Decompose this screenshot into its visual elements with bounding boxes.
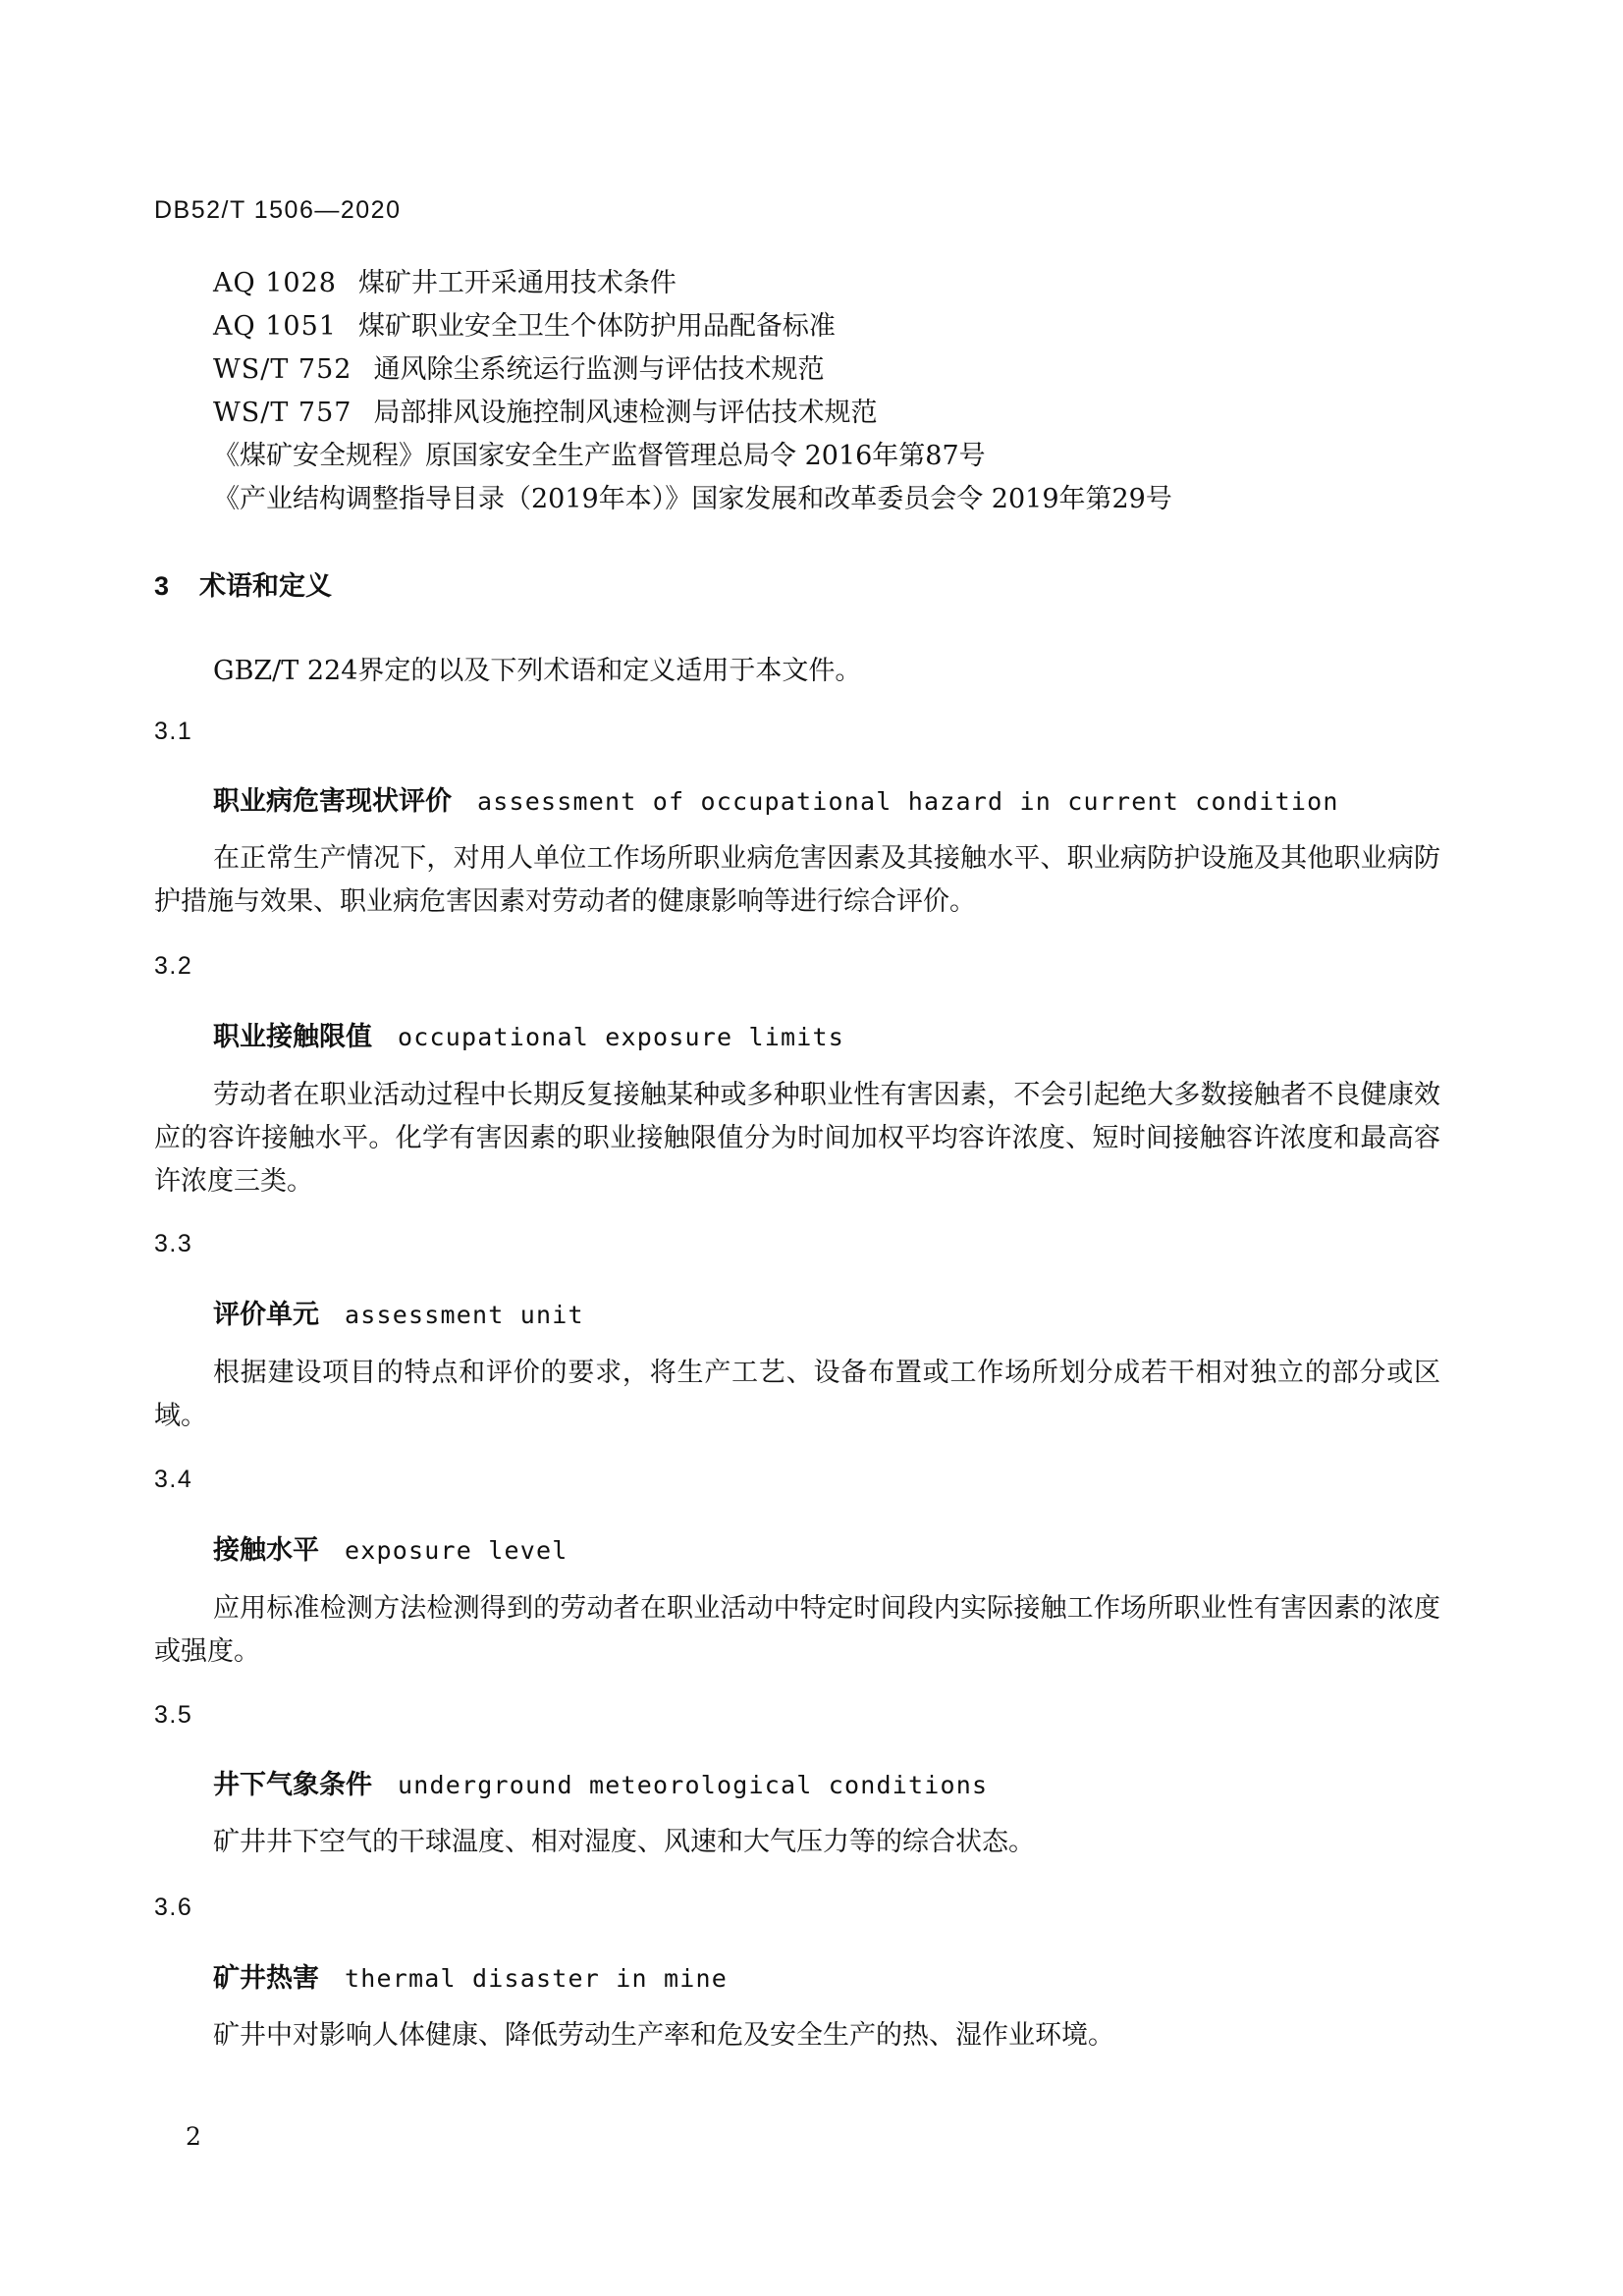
term-line: [213, 1015, 844, 1053]
term-line: [213, 1956, 728, 1995]
term-chinese: 井下气象条件: [213, 1770, 372, 1800]
term-english: thermal disaster in mine: [345, 1964, 729, 1993]
term-english: underground meteorological conditions: [398, 1771, 989, 1799]
section-heading: [154, 564, 332, 603]
reference-code: AQ 1051: [213, 311, 337, 342]
term-definition: 根据建设项目的特点和评价的要求，将生产工艺、设备布置或工作场所划分成若干相对独立的部分或区域。: [154, 1358, 1440, 1431]
term-chinese: 职业接触限值: [213, 1022, 372, 1052]
reference-code: WS/T 757: [213, 398, 352, 428]
reference-item: [213, 262, 1172, 305]
term-line: [213, 1763, 988, 1801]
term-line: [213, 779, 1339, 818]
term-definition: 矿井井下空气的干球温度、相对湿度、风速和大气压力等的综合状态。: [213, 1827, 1035, 1857]
term-definition: 在正常生产情况下，对用人单位工作场所职业病危害因素及其接触水平、职业病防护设施及其他职业病防护措施与效果、职业病危害因素对劳动者的健康影响等进行综合评价。: [154, 843, 1440, 917]
term-line: [213, 1528, 568, 1567]
reference-item: [213, 305, 1172, 348]
term-definition: 应用标准检测方法检测得到的劳动者在职业活动中特定时间段内实际接触工作场所职业性有害因素的浓度或强度。: [154, 1593, 1440, 1667]
reference-list: [213, 262, 1172, 521]
reference-title: 煤矿职业安全卫生个体防护用品配备标准: [357, 311, 836, 342]
term-number: 3.6: [154, 1894, 193, 1921]
term-definition: 矿井中对影响人体健康、降低劳动生产率和危及安全生产的热、湿作业环境。: [213, 2020, 1114, 2051]
term-english: assessment of occupational hazard in current condition: [477, 787, 1339, 816]
reference-title: 通风除尘系统运行监测与评估技术规范: [373, 354, 825, 385]
term-chinese: 接触水平: [213, 1535, 319, 1566]
term-line: [213, 1293, 584, 1331]
reference-title: 局部排风设施控制风速检测与评估技术规范: [373, 398, 878, 428]
term-english: exposure level: [345, 1536, 568, 1565]
reference-item: [213, 435, 1172, 478]
reference-title: 煤矿井工开采通用技术条件: [357, 268, 676, 298]
term-definition: 劳动者在职业活动过程中长期反复接触某种或多种职业性有害因素，不会引起绝大多数接触者不良健康效应的容许接触水平。化学有害因素的职业接触限值分为时间加权平均容许浓度、短时间接触容许浓度和最高容许浓度三类。: [154, 1080, 1440, 1197]
reference-item: [213, 348, 1172, 392]
term-chinese: 矿井热害: [213, 1963, 319, 1994]
section-intro: GBZ/T 224界定的以及下列术语和定义适用于本文件。: [213, 656, 862, 686]
section-number: 3: [154, 571, 170, 601]
reference-title: 《产业结构调整指导目录（2019年本）》国家发展和改革委员会令 2019年第29号: [213, 484, 1172, 514]
reference-code: AQ 1028: [213, 268, 337, 298]
term-number: 3.1: [154, 718, 193, 745]
reference-item: [213, 478, 1172, 521]
term-number: 3.2: [154, 952, 193, 980]
term-english: occupational exposure limits: [398, 1023, 845, 1051]
reference-title: 《煤矿安全规程》原国家安全生产监督管理总局令 2016年第87号: [213, 441, 986, 471]
document-code: DB52/T 1506—2020: [154, 196, 402, 224]
reference-item: [213, 392, 1172, 435]
term-chinese: 职业病危害现状评价: [213, 786, 452, 817]
term-number: 3.4: [154, 1466, 193, 1493]
term-english: assessment unit: [345, 1301, 584, 1329]
term-number: 3.5: [154, 1701, 193, 1729]
term-chinese: 评价单元: [213, 1300, 319, 1330]
page-number: 2: [186, 2122, 201, 2151]
reference-code: WS/T 752: [213, 354, 352, 385]
section-title: 术语和定义: [199, 571, 332, 602]
term-number: 3.3: [154, 1230, 193, 1257]
